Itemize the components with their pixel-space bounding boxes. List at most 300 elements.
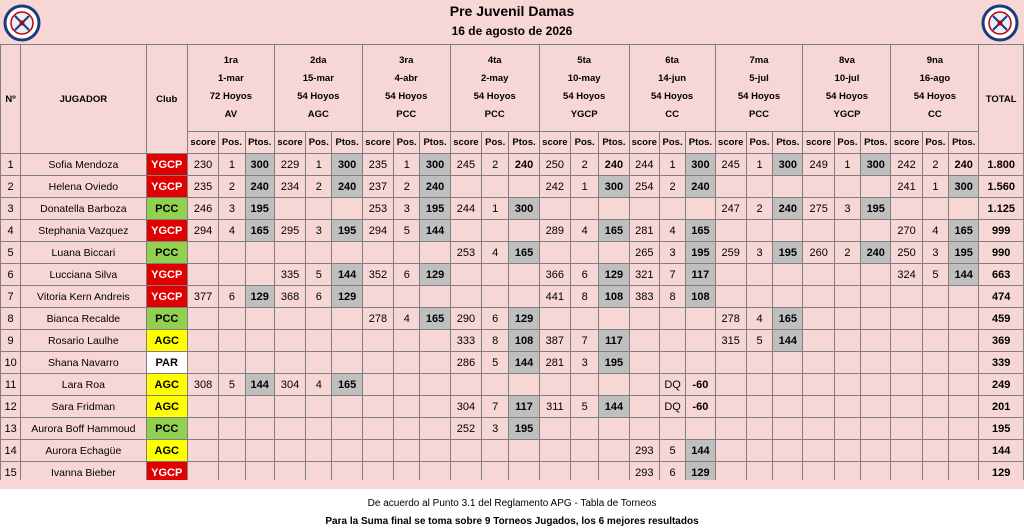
position-cell: 4 <box>571 220 599 242</box>
table-row <box>1 242 1024 264</box>
points-cell: 144 <box>686 440 715 462</box>
score-cell: 275 <box>803 198 834 220</box>
points-cell: 195 <box>773 242 803 264</box>
score-cell: 235 <box>187 176 218 198</box>
score-cell <box>891 396 922 418</box>
table-row <box>1 154 1024 176</box>
position-cell: 4 <box>394 308 420 330</box>
subheader-score: score <box>274 132 305 154</box>
position-cell <box>571 374 599 396</box>
points-cell <box>420 286 450 308</box>
table-row <box>1 176 1024 198</box>
header-total: TOTAL <box>979 45 1024 154</box>
total-cell: 1.560 <box>979 176 1024 198</box>
position-cell <box>219 264 245 286</box>
points-cell <box>245 242 274 264</box>
score-cell <box>715 286 746 308</box>
position-cell <box>394 440 420 462</box>
score-cell <box>362 242 393 264</box>
points-cell: 144 <box>420 220 450 242</box>
position-cell <box>571 418 599 440</box>
subheader-pos: Pos. <box>482 132 509 154</box>
score-cell <box>362 396 393 418</box>
position-cell: 1 <box>482 198 509 220</box>
tournament-date: 16-ago <box>919 73 951 84</box>
points-cell: 300 <box>861 154 891 176</box>
score-cell: 250 <box>539 154 570 176</box>
points-cell <box>332 440 362 462</box>
subheader-score: score <box>362 132 393 154</box>
tournament-header <box>187 45 274 132</box>
club-badge: AGC <box>146 330 187 352</box>
subheader-pts: Ptos. <box>861 132 891 154</box>
score-cell: 259 <box>715 242 746 264</box>
score-cell: 278 <box>715 308 746 330</box>
tournament-venue: CC <box>928 109 942 120</box>
points-cell: 240 <box>773 198 803 220</box>
points-cell: 117 <box>686 264 715 286</box>
position-cell <box>922 374 948 396</box>
points-cell: 195 <box>949 242 979 264</box>
points-cell <box>420 418 450 440</box>
tournament-ord: 6ta <box>665 55 679 66</box>
score-cell <box>803 352 834 374</box>
points-cell <box>509 374 539 396</box>
score-cell <box>891 374 922 396</box>
position-cell <box>659 308 685 330</box>
position-cell <box>306 330 332 352</box>
subheader-pos: Pos. <box>834 132 860 154</box>
position-cell <box>746 176 772 198</box>
tournament-header <box>539 45 629 132</box>
tournament-holes: 54 Hoyos <box>297 91 340 102</box>
position-cell <box>834 308 860 330</box>
footer <box>0 489 1024 532</box>
position-cell <box>394 418 420 440</box>
score-cell: 241 <box>891 176 922 198</box>
points-cell <box>861 308 891 330</box>
points-cell: 195 <box>686 242 715 264</box>
position-cell <box>306 308 332 330</box>
score-cell <box>187 396 218 418</box>
points-cell <box>949 440 979 462</box>
position-cell: 7 <box>482 396 509 418</box>
score-cell <box>362 352 393 374</box>
position-cell <box>219 330 245 352</box>
position-cell <box>834 440 860 462</box>
tournament-date: 4-abr <box>394 73 418 84</box>
subheader-pts: Ptos. <box>686 132 715 154</box>
score-cell <box>274 242 305 264</box>
score-cell <box>450 374 481 396</box>
position-cell <box>219 418 245 440</box>
row-number: 4 <box>1 220 21 242</box>
points-cell: 129 <box>686 462 715 484</box>
tournament-header <box>803 45 891 132</box>
position-cell <box>394 374 420 396</box>
score-cell <box>803 176 834 198</box>
score-cell: 321 <box>629 264 659 286</box>
score-cell <box>187 242 218 264</box>
score-cell: 333 <box>450 330 481 352</box>
club-badge: YGCP <box>146 286 187 308</box>
position-cell <box>306 418 332 440</box>
score-cell: 441 <box>539 286 570 308</box>
position-cell: 4 <box>922 220 948 242</box>
player-name: Sara Fridman <box>21 396 146 418</box>
position-cell <box>659 330 685 352</box>
total-cell: 195 <box>979 418 1024 440</box>
score-cell <box>450 220 481 242</box>
tournament-holes: 54 Hoyos <box>913 91 957 102</box>
score-cell: 254 <box>629 176 659 198</box>
points-cell <box>420 352 450 374</box>
player-name: Stephania Vazquez <box>21 220 146 242</box>
player-name: Shana Navarro <box>21 352 146 374</box>
score-cell: 270 <box>891 220 922 242</box>
score-cell: 315 <box>715 330 746 352</box>
position-cell <box>834 176 860 198</box>
score-cell: 244 <box>629 154 659 176</box>
points-cell <box>599 418 629 440</box>
tournament-holes: 54 Hoyos <box>737 91 781 102</box>
score-cell <box>891 352 922 374</box>
position-cell: 2 <box>482 154 509 176</box>
subheader-pos: Pos. <box>394 132 420 154</box>
position-cell <box>922 440 948 462</box>
points-cell <box>509 220 539 242</box>
points-cell <box>420 330 450 352</box>
position-cell: 5 <box>482 352 509 374</box>
position-cell <box>834 352 860 374</box>
tournament-header <box>629 45 715 132</box>
score-cell <box>539 242 570 264</box>
points-cell <box>773 286 803 308</box>
subheader-pts: Ptos. <box>420 132 450 154</box>
tournament-date: 15-mar <box>302 73 334 84</box>
table-row <box>1 396 1024 418</box>
points-cell <box>861 264 891 286</box>
club-badge: YGCP <box>146 176 187 198</box>
table-row <box>1 374 1024 396</box>
tournament-header <box>891 45 979 132</box>
subheader-pts: Ptos. <box>332 132 362 154</box>
position-cell <box>922 396 948 418</box>
score-cell <box>629 418 659 440</box>
points-cell: 144 <box>773 330 803 352</box>
tournament-venue: PCC <box>396 109 417 120</box>
position-cell <box>746 264 772 286</box>
score-cell: 246 <box>187 198 218 220</box>
points-cell: 165 <box>599 220 629 242</box>
position-cell <box>746 418 772 440</box>
subheader-pts: Ptos. <box>773 132 803 154</box>
subheader-pos: Pos. <box>922 132 948 154</box>
total-cell: 999 <box>979 220 1024 242</box>
row-number: 6 <box>1 264 21 286</box>
position-cell <box>482 264 509 286</box>
page-date: 16 de agosto de 2026 <box>451 24 573 38</box>
score-cell <box>187 418 218 440</box>
points-cell: 129 <box>509 308 539 330</box>
position-cell <box>394 286 420 308</box>
footer-band <box>0 480 1024 489</box>
subheader-pts: Ptos. <box>245 132 274 154</box>
total-cell: 474 <box>979 286 1024 308</box>
row-number: 1 <box>1 154 21 176</box>
position-cell: 6 <box>219 286 245 308</box>
position-cell: 6 <box>306 286 332 308</box>
score-cell <box>539 418 570 440</box>
player-name: Luana Biccari <box>21 242 146 264</box>
position-cell: 5 <box>659 440 685 462</box>
points-cell: 240 <box>599 154 629 176</box>
points-cell <box>245 396 274 418</box>
table-row <box>1 264 1024 286</box>
points-cell: 129 <box>599 264 629 286</box>
position-cell: 2 <box>306 176 332 198</box>
footer-rule: Para la Suma final se toma sobre 9 Torneos Jugados, los 6 mejores resultados <box>325 516 699 527</box>
tournament-ord: 3ra <box>399 55 414 66</box>
points-cell: 165 <box>420 308 450 330</box>
points-cell <box>773 264 803 286</box>
position-cell <box>219 242 245 264</box>
position-cell: 5 <box>571 396 599 418</box>
row-number: 12 <box>1 396 21 418</box>
score-cell <box>803 308 834 330</box>
position-cell <box>834 264 860 286</box>
club-badge: YGCP <box>146 264 187 286</box>
position-cell <box>571 198 599 220</box>
score-cell <box>187 264 218 286</box>
row-number: 13 <box>1 418 21 440</box>
points-cell: 144 <box>245 374 274 396</box>
points-cell <box>773 396 803 418</box>
table-row <box>1 330 1024 352</box>
tournament-venue: PCC <box>484 109 505 120</box>
total-cell: 249 <box>979 374 1024 396</box>
subheader-score: score <box>629 132 659 154</box>
score-cell: 311 <box>539 396 570 418</box>
position-cell <box>746 286 772 308</box>
score-cell: 286 <box>450 352 481 374</box>
row-number: 14 <box>1 440 21 462</box>
club-badge: AGC <box>146 396 187 418</box>
tournament-date: 5-jul <box>749 73 769 84</box>
score-cell <box>274 440 305 462</box>
position-cell: 4 <box>482 242 509 264</box>
position-cell <box>482 220 509 242</box>
points-cell: 129 <box>332 286 362 308</box>
subheader-pts: Ptos. <box>949 132 979 154</box>
points-cell: 300 <box>773 154 803 176</box>
position-cell: 3 <box>394 198 420 220</box>
position-cell <box>306 396 332 418</box>
position-cell <box>659 418 685 440</box>
ranking-table <box>0 44 1024 506</box>
tournament-header <box>274 45 362 132</box>
tournament-ord: 1ra <box>223 55 239 66</box>
points-cell <box>332 242 362 264</box>
score-cell <box>539 308 570 330</box>
position-cell <box>922 198 948 220</box>
points-cell <box>861 440 891 462</box>
points-cell: 144 <box>599 396 629 418</box>
position-cell: 6 <box>659 462 685 484</box>
tournament-ord: 5ta <box>577 55 592 66</box>
score-cell: 335 <box>274 264 305 286</box>
points-cell: 117 <box>599 330 629 352</box>
score-cell <box>715 352 746 374</box>
score-cell: 294 <box>187 220 218 242</box>
points-cell <box>245 352 274 374</box>
position-cell <box>922 286 948 308</box>
player-name: Rosario Laulhe <box>21 330 146 352</box>
points-cell <box>861 220 891 242</box>
score-cell <box>629 374 659 396</box>
player-name: Helena Oviedo <box>21 176 146 198</box>
points-cell <box>773 374 803 396</box>
score-cell: 352 <box>362 264 393 286</box>
position-cell <box>219 440 245 462</box>
score-cell <box>539 440 570 462</box>
position-cell: DQ <box>659 396 685 418</box>
club-badge: YGCP <box>146 462 187 484</box>
position-cell: 7 <box>571 330 599 352</box>
position-cell <box>922 352 948 374</box>
score-cell: 290 <box>450 308 481 330</box>
table-row <box>1 198 1024 220</box>
tournament-header <box>362 45 450 132</box>
table-row <box>1 352 1024 374</box>
total-cell: 129 <box>979 462 1024 484</box>
points-cell <box>599 440 629 462</box>
player-name: Ivanna Bieber <box>21 462 146 484</box>
score-cell: 293 <box>629 462 659 484</box>
position-cell <box>746 440 772 462</box>
points-cell: 129 <box>245 286 274 308</box>
tournament-date: 10-may <box>567 73 601 84</box>
position-cell <box>219 352 245 374</box>
tournament-date: 2-may <box>480 73 509 84</box>
position-cell: 4 <box>219 220 245 242</box>
points-cell: 144 <box>509 352 539 374</box>
position-cell: 8 <box>571 286 599 308</box>
player-name: Vitoria Kern Andreis <box>21 286 146 308</box>
position-cell <box>394 330 420 352</box>
points-cell: 300 <box>245 154 274 176</box>
score-cell <box>891 330 922 352</box>
tournament-date: 14-jun <box>658 73 687 84</box>
score-cell <box>803 418 834 440</box>
position-cell: 6 <box>394 264 420 286</box>
position-cell: 4 <box>659 220 685 242</box>
score-cell: 281 <box>629 220 659 242</box>
score-cell: 253 <box>450 242 481 264</box>
subheader-score: score <box>891 132 922 154</box>
score-cell <box>629 396 659 418</box>
tournament-holes: 54 Hoyos <box>473 91 516 102</box>
position-cell <box>219 308 245 330</box>
points-cell <box>949 330 979 352</box>
position-cell <box>922 418 948 440</box>
points-cell <box>861 286 891 308</box>
score-cell <box>715 396 746 418</box>
points-cell <box>245 330 274 352</box>
points-cell <box>245 440 274 462</box>
position-cell: 3 <box>746 242 772 264</box>
position-cell: 1 <box>571 176 599 198</box>
position-cell: 3 <box>219 198 245 220</box>
score-cell <box>803 440 834 462</box>
points-cell <box>332 418 362 440</box>
position-cell: 5 <box>394 220 420 242</box>
score-cell <box>891 308 922 330</box>
position-cell <box>746 352 772 374</box>
total-cell: 663 <box>979 264 1024 286</box>
points-cell: 300 <box>509 198 539 220</box>
points-cell <box>420 374 450 396</box>
total-cell: 1.125 <box>979 198 1024 220</box>
points-cell <box>599 242 629 264</box>
total-cell: 339 <box>979 352 1024 374</box>
total-cell: 990 <box>979 242 1024 264</box>
page-title: Pre Juvenil Damas <box>449 3 575 19</box>
table-row <box>1 440 1024 462</box>
row-number: 15 <box>1 462 21 484</box>
points-cell: 300 <box>949 176 979 198</box>
score-cell <box>450 264 481 286</box>
subheader-score: score <box>803 132 834 154</box>
position-cell: 2 <box>922 154 948 176</box>
score-cell <box>803 220 834 242</box>
position-cell: 2 <box>571 154 599 176</box>
score-cell <box>629 198 659 220</box>
position-cell <box>834 330 860 352</box>
position-cell <box>482 374 509 396</box>
points-cell <box>245 308 274 330</box>
tournament-venue: YGCP <box>570 109 598 120</box>
score-cell: 387 <box>539 330 570 352</box>
position-cell <box>482 286 509 308</box>
tournament-venue: YGCP <box>833 109 861 120</box>
position-cell <box>219 396 245 418</box>
position-cell <box>834 396 860 418</box>
score-cell: 247 <box>715 198 746 220</box>
club-badge: PCC <box>146 308 187 330</box>
tournament-ord: 7ma <box>749 55 769 66</box>
subheader-pos: Pos. <box>219 132 245 154</box>
score-cell <box>187 308 218 330</box>
score-cell <box>803 286 834 308</box>
points-cell: 195 <box>420 198 450 220</box>
tournament-venue: PCC <box>748 109 770 120</box>
table-row <box>1 286 1024 308</box>
points-cell: -60 <box>686 374 715 396</box>
points-cell <box>599 198 629 220</box>
position-cell <box>571 308 599 330</box>
club-badge: YGCP <box>146 154 187 176</box>
points-cell <box>332 308 362 330</box>
points-cell: 240 <box>509 154 539 176</box>
points-cell <box>509 440 539 462</box>
position-cell: 6 <box>571 264 599 286</box>
points-cell: 108 <box>686 286 715 308</box>
row-number: 7 <box>1 286 21 308</box>
score-cell: 324 <box>891 264 922 286</box>
position-cell: 5 <box>306 264 332 286</box>
score-cell <box>274 330 305 352</box>
